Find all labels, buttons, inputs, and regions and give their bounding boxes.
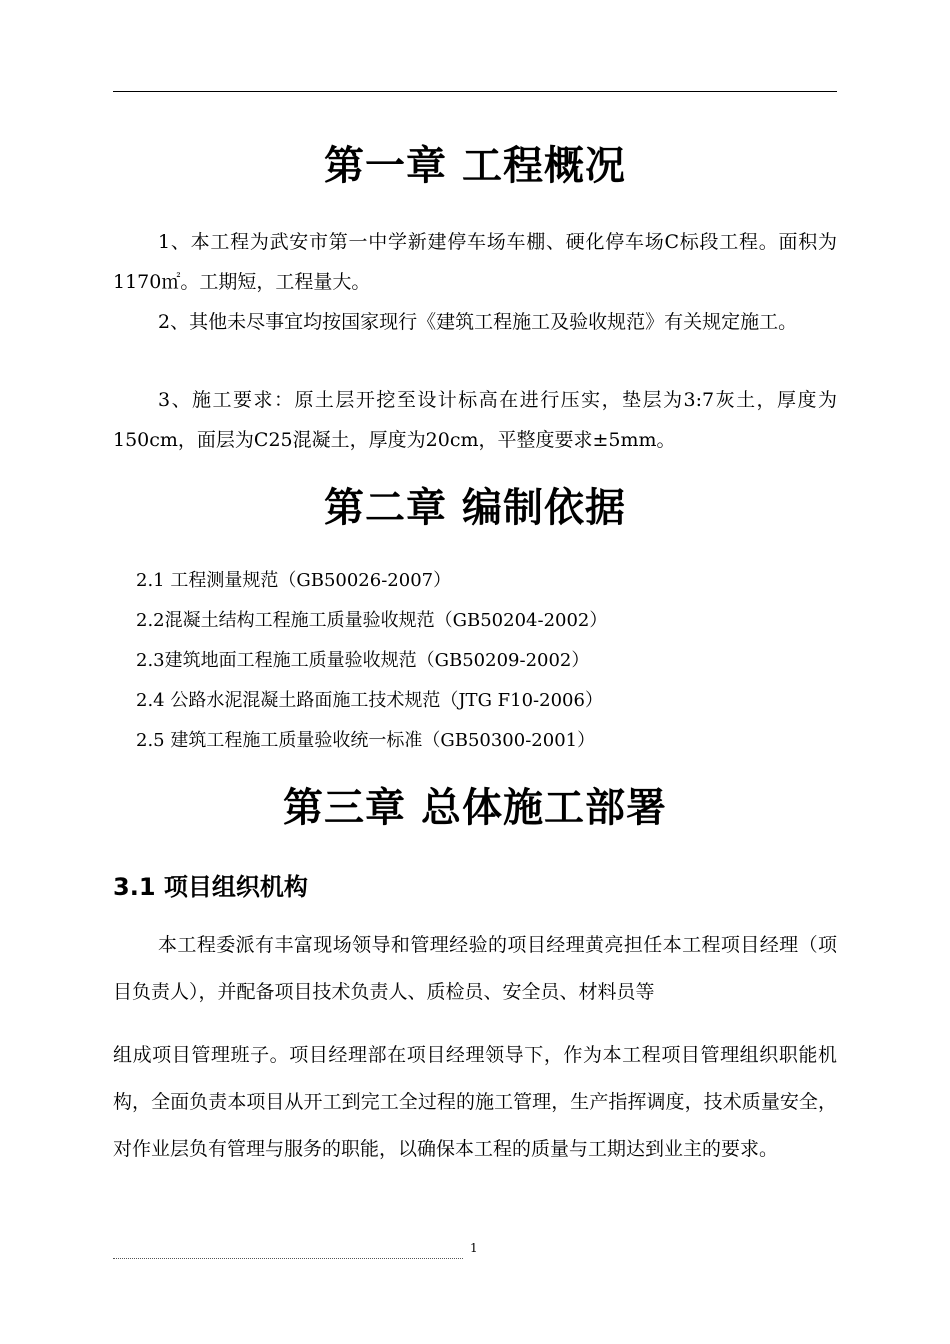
page-number: 1 xyxy=(470,1241,478,1255)
header-rule xyxy=(113,91,837,92)
overview-item-3: 3、施工要求：原土层开挖至设计标高在进行压实，垫层为3:7灰土，厚度为150cm，面层为C25混凝土，厚度为20cm，平整度要求±5mm。 xyxy=(113,389,837,451)
chapter-1-title: 第一章 工程概况 xyxy=(324,143,626,189)
chapter-3-title: 第三章 总体施工部署 xyxy=(283,785,667,831)
reference-item: 2.3建筑地面工程施工质量验收规范（GB50209-2002） xyxy=(136,650,590,671)
reference-item: 2.5 建筑工程施工质量验收统一标准（GB50300-2001） xyxy=(136,730,596,751)
overview-item-2: 2、其他未尽事宜均按国家现行《建筑工程施工及验收规范》有关规定施工。 xyxy=(158,311,798,333)
overview-item-1: 1、本工程为武安市第一中学新建停车场车棚、硬化停车场C标段工程。面积为1170㎡。工期短，工程量大。 xyxy=(113,231,837,293)
reference-item: 2.4 公路水泥混凝土路面施工技术规范（JTG F10-2006） xyxy=(136,690,603,711)
section-3-1-body-2: 组成项目管理班子。项目经理部在项目经理领导下，作为本工程项目管理组织职能机构，全面负责本项目从开工到完工全过程的施工管理，生产指挥调度，技术质量安全，对作业层负有管理与服务的职能，以确保本工程的质量与工期达到业主的要求。 xyxy=(113,1044,837,1160)
reference-item: 2.1 工程测量规范（GB50026-2007） xyxy=(136,570,452,591)
footer-rule xyxy=(113,1258,463,1259)
section-3-1-heading: 3.1 项目组织机构 xyxy=(113,873,308,901)
chapter-2-title: 第二章 编制依据 xyxy=(324,485,626,531)
section-3-1-body-1: 本工程委派有丰富现场领导和管理经验的项目经理黄亮担任本工程项目经理（项目负责人），并配备项目技术负责人、质检员、安全员、材料员等 xyxy=(113,934,837,1003)
reference-item: 2.2混凝土结构工程施工质量验收规范（GB50204-2002） xyxy=(136,610,608,631)
